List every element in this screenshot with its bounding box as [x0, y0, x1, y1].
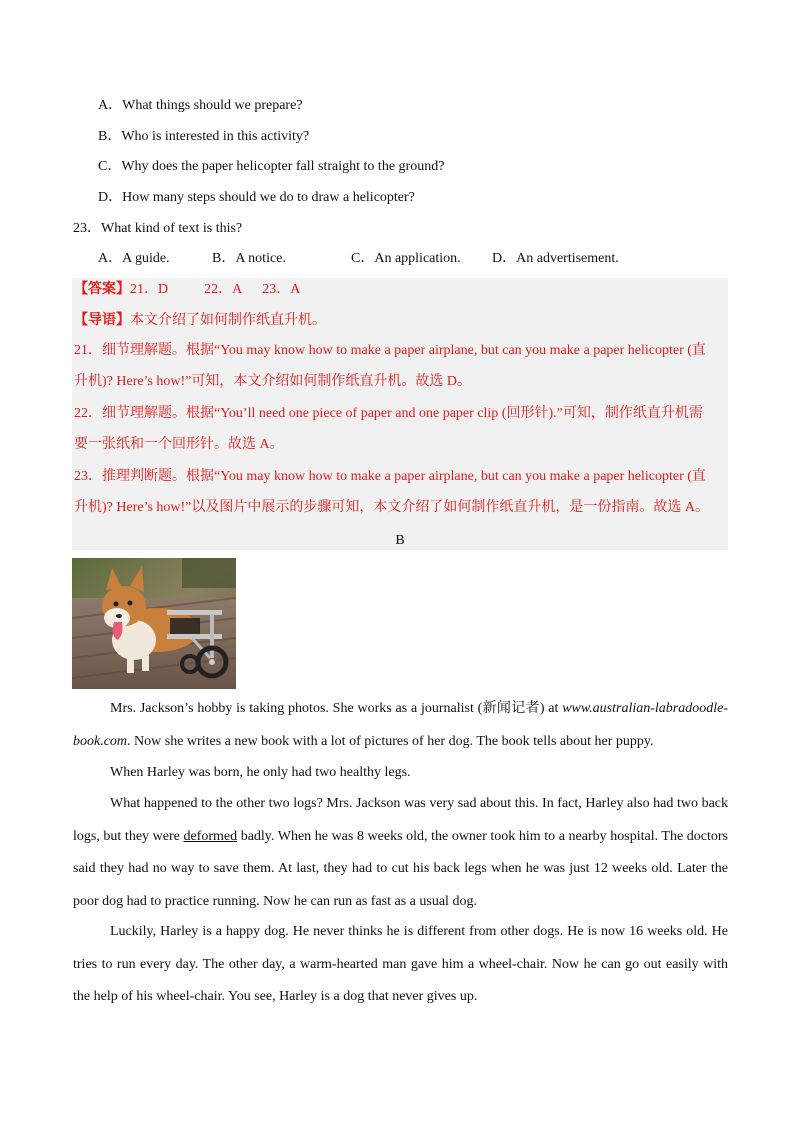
option-22-c: C．Why does the paper helicopter fall straight to the ground? [98, 159, 445, 174]
underlined-word: deformed [183, 828, 238, 844]
option-23-c: C．An application. [351, 251, 461, 266]
explanation-22-line1: 22．细节理解题。根据“You’ll need one piece of paper and one paper clip (回形针).”可知，制作纸直升机需 [74, 406, 703, 421]
option-22-b: B．Who is interested in this activity? [98, 129, 310, 144]
explanation-21-line1: 21．细节理解题。根据“You may know how to make a paper airplane, but can you make a paper helicopter (直 [74, 343, 706, 358]
answer-line: 【答案】21．D 22．A 23．A [74, 282, 301, 297]
option-22-a: A．What things should we prepare? [98, 98, 303, 113]
dog-wheelchair-photo [72, 558, 236, 689]
guide-line: 【导语】本文介绍了如何制作纸直升机。 [74, 313, 326, 328]
passage-paragraph-1: Mrs. Jackson’s hobby is taking photos. She works as a journalist (新闻记者) at www.australian-labradoodle-book.com. Now she writes a new book with a lot of pictures of her dog. The book tells about her puppy. [73, 701, 728, 749]
passage-paragraph-2: When Harley was born, he only had two healthy legs. [110, 765, 411, 780]
journal-website: www.australian-labradoodle-book.com [73, 701, 728, 749]
option-23-a: A．A guide. [98, 251, 170, 266]
option-22-d: D．How many steps should we do to draw a helicopter? [98, 190, 415, 205]
explanation-23-line2: 升机)? Here’s how!”以及图片中展示的步骤可知，本文介绍了如何制作纸直升机，是一份指南。故选 A。 [74, 500, 710, 515]
section-label: B [395, 533, 405, 548]
explanation-21-line2: 升机)? Here’s how!”可知，本文介绍如何制作纸直升机。故选 D。 [74, 374, 472, 389]
question-23: 23．What kind of text is this? [73, 221, 243, 236]
passage-paragraph-3: What happened to the other two logs? Mrs. Jackson was very sad about this. In fact, Harley also had two back logs, but they were deformed badly. When he was 8 weeks old, the owner took him to a nearby hospital. The doctors said they had no way to save them. At last, they had to cut his back legs when he was just 12 weeks old. Later the poor dog had to practice running. Now he can run as fast as a usual dog. [73, 796, 729, 909]
option-23-b: B．A notice. [212, 251, 286, 266]
explanation-22-line2: 要一张纸和一个回形针。故选 A。 [74, 437, 284, 452]
option-23-d: D．An advertisement. [492, 251, 619, 266]
passage-paragraph-4: Luckily, Harley is a happy dog. He never thinks he is different from other dogs. He is now 16 weeks old. He tries to run every day. The other day, a warm-hearted man gave him a wheel-chair. Now he can go out easily with the help of his wheel-chair. You see, Harley is a dog that never gives up. [73, 924, 728, 1004]
explanation-23-line1: 23．推理判断题。根据“You may know how to make a paper airplane, but can you make a paper helicopter (直 [74, 469, 706, 484]
